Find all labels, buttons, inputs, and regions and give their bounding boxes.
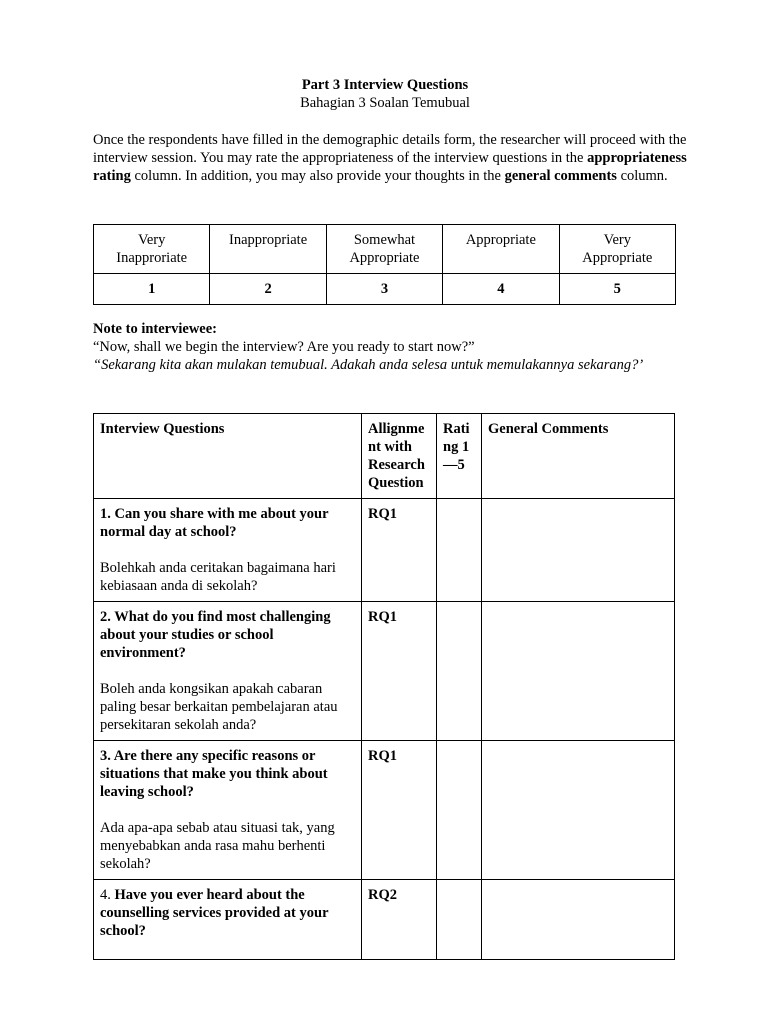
- scale-label: Very Appropriate: [559, 225, 675, 274]
- scale-number: 5: [559, 274, 675, 305]
- comments-cell[interactable]: [482, 499, 675, 602]
- table-row: [94, 499, 675, 602]
- rating-cell[interactable]: [437, 741, 482, 880]
- intro-text-2: column. In addition, you may also provide your thoughts in the: [130, 168, 505, 184]
- page-title: Part 3 Interview Questions: [301, 77, 469, 93]
- question-number: 2.: [100, 609, 115, 625]
- question-malay: Ada apa-apa sebab atau situasi tak, yang menyebabkan anda rasa mahu berhenti sekolah?: [100, 820, 335, 872]
- note-section: [93, 320, 653, 374]
- scale-number: 4: [443, 274, 559, 305]
- header-general-comments: General Comments: [482, 414, 675, 499]
- scale-number: 3: [326, 274, 442, 305]
- rating-cell[interactable]: [437, 499, 482, 602]
- question-cell: [94, 880, 362, 960]
- scale-numbers-row: [94, 274, 676, 305]
- intro-text-3: column.: [616, 168, 668, 184]
- header-rating: Rati ng 1—5: [437, 414, 482, 499]
- note-title: Note to interviewee:: [93, 321, 217, 337]
- rating-cell[interactable]: [437, 880, 482, 960]
- title-block: [0, 76, 768, 112]
- intro-text-1: Once the respondents have filled in the demographic details form, the researcher will proceed with the interview session. You may rate the appropriateness of the interview questions in the: [93, 132, 687, 166]
- table-row: [94, 602, 675, 741]
- header-alignment: Allignme nt with Research Question: [362, 414, 437, 499]
- question-malay: Boleh anda kongsikan apakah cabaran paling besar berkaitan pembelajaran atau persekitaran sekolah anda?: [100, 681, 338, 733]
- question-cell: [94, 602, 362, 741]
- question-number: 3.: [100, 748, 114, 764]
- question-malay: Bolehkah anda ceritakan bagaimana hari kebiasaan anda di sekolah?: [100, 560, 336, 594]
- question-text: What do you find most challenging about your studies or school environment?: [100, 609, 331, 661]
- page-subtitle: Bahagian 3 Soalan Temubual: [300, 95, 470, 111]
- question-text: Are there any specific reasons or situations that make you think about leaving school?: [100, 748, 328, 800]
- scale-number: 2: [210, 274, 326, 305]
- scale-label: Inappropriate: [210, 225, 326, 274]
- scale-label: Very Inapproriate: [94, 225, 210, 274]
- rating-scale-table: [93, 224, 676, 305]
- intro-bold-comments: general comments: [504, 168, 617, 184]
- interview-questions-table: [93, 413, 675, 960]
- table-row: [94, 880, 675, 960]
- question-number: 4.: [100, 887, 115, 903]
- scale-label: Somewhat Appropriate: [326, 225, 442, 274]
- question-text: Can you share with me about your normal day at school?: [100, 506, 329, 540]
- question-text: Have you ever heard about the counselling services provided at your school?: [100, 887, 329, 939]
- intro-bold-rating: appropriateness rating: [93, 150, 687, 184]
- table-header-row: [94, 414, 675, 499]
- question-cell: [94, 741, 362, 880]
- scale-labels-row: [94, 225, 676, 274]
- scale-label: Appropriate: [443, 225, 559, 274]
- question-number: 1.: [100, 506, 115, 522]
- alignment-cell: RQ1: [362, 499, 437, 602]
- table-row: [94, 741, 675, 880]
- question-cell: [94, 499, 362, 602]
- comments-cell[interactable]: [482, 741, 675, 880]
- alignment-cell: RQ1: [362, 602, 437, 741]
- rating-cell[interactable]: [437, 602, 482, 741]
- scale-number: 1: [94, 274, 210, 305]
- comments-cell[interactable]: [482, 880, 675, 960]
- note-malay: “Sekarang kita akan mulakan temubual. Adakah anda selesa untuk memulakannya sekarang?’: [93, 357, 644, 373]
- comments-cell[interactable]: [482, 602, 675, 741]
- header-interview-questions: Interview Questions: [94, 414, 362, 499]
- alignment-cell: RQ2: [362, 880, 437, 960]
- intro-paragraph: [93, 131, 693, 185]
- note-english: “Now, shall we begin the interview? Are you ready to start now?”: [93, 339, 475, 355]
- alignment-cell: RQ1: [362, 741, 437, 880]
